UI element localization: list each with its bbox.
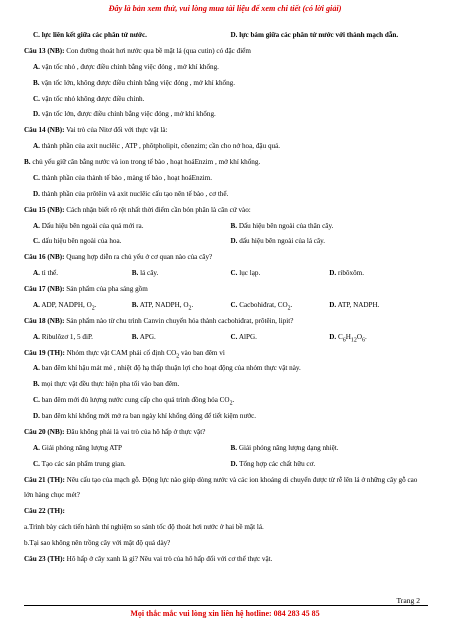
answer-row: A. ADP, NADPH, $O_2$. B. ATP, NADPH, $O_2$. C. Cacbohiđrat, $CO_2$. D. ATP, NADPH. [33, 300, 380, 312]
answer-row: A. Giải phóng năng lượng ATP B. Giải phóng năng lượng dạng nhiệt. [33, 443, 339, 452]
answer-option: A. ban đêm khí hậu mát mẻ , nhiệt độ hạ thấp thuận lợi cho hoạt động của nhóm thực vật này. [33, 364, 301, 373]
answer-option: D. ban đêm khí khổng mới mở ra ban ngày khí khổng đóng để tiết kiệm nước. [33, 412, 257, 420]
question-19: Câu 19 (TH): Nhóm thực vật CAM phải cố định $CO_2$ vào ban đêm vì [24, 348, 225, 359]
answer-row: C. dấu hiệu bên ngoài của hoa. D. dấu hiệu bên ngoài của lá cây. [33, 237, 326, 246]
question-15: Câu 15 (NB): Cách nhận biết rõ rệt nhất thời điểm cần bón phân là căn cứ vào: [24, 205, 251, 214]
answer-option: B. mọi thực vật đều thực hiện pha tối vào ban đêm. [33, 380, 180, 389]
answer-option: D. thành phần của prôtêin và axit nuclêic cấu tạo nên tế bào , cơ thể. [33, 189, 229, 198]
answer-option: B. chủ yếu giữ cân bằng nước và ion trong tế bào , hoạt hoáEnzim , mở khí khổng. [24, 158, 261, 166]
answer-row: A. Dấu hiệu bên ngoài của quả mới ra. B. Dấu hiệu bên ngoài của thân cây. [33, 221, 334, 230]
answer-option: C. vận tốc nhỏ không được điều chỉnh. [33, 94, 145, 103]
footer-hotline: Mọi thắc mắc vui lòng xin liên hệ hotline: 084 283 45 85 [130, 609, 320, 618]
question-21: Câu 21 (TH): Nêu cấu tạo của mạch gỗ. Động lực nào giúp dòng nước và các ion khoáng di chuyển được từ rễ lên lá ở những cây gỗ cao lớn hàng chục mét? [24, 475, 418, 500]
answer-option: D. lực bám giữa các phân tử nước với thành mạch dẫn. [230, 31, 399, 39]
answer-row: C. Tạo các sản phẩm trung gian. D. Tổng hợp các chất hữu cơ. [33, 459, 316, 468]
answer-option: C. lực liên kết giữa các phân tử nước. [33, 31, 147, 39]
question-22: Câu 22 (TH): [24, 507, 65, 516]
question-14: Câu 14 (NB): Vai trò của Nitơ đối với thực vật là: [24, 126, 168, 135]
question-list [24, 28, 428, 568]
answer-row: A. Ribulôzơ 1, 5 điP. B. APG. C. AlPG. D. $C_6H_{12}O_6$. [33, 332, 367, 344]
answer-option: B. vận tốc lớn, không được điều chỉnh bằng việc đóng , mở khí khổng. [33, 78, 236, 87]
answer-row: A. tì thể. B. lá cây. C. lục lạp. D. ribôxôm. [33, 269, 364, 278]
question-22-part-b: b.Tại sao không nên trồng cây với mật độ quá dày? [24, 539, 171, 547]
answer-option: D. vận tốc lớn, được điều chỉnh bằng việc đóng , mở khí khổng. [33, 110, 216, 119]
answer-option: C. thành phần của thành tế bào , màng tế bào , hoạt hoáEnzim. [33, 173, 213, 182]
question-17: Câu 17 (NB): Sản phẩm của pha sáng gồm [24, 285, 148, 293]
question-18: Câu 18 (NB): Sản phẩm nào từ chu trình Canvin chuyển hóa thành cacbohiđrat, prôtêin, lipit? [24, 316, 294, 325]
question-23: Câu 23 (TH): Hô hấp ở cây xanh là gì? Nêu vai trò của hô hấp đối với cơ thể thực vật. [24, 554, 273, 563]
header-notice: Đây là bản xem thử, vui lòng mua tài liệu để xem chi tiết (có lời giải) [108, 4, 342, 13]
answer-option: A. thành phần của axit nuclêic , ATP , phôtpholipit, côenzim; cần cho nở hoa, đậu quả. [33, 142, 281, 151]
answer-row [24, 28, 428, 44]
answer-option: C. ban đêm mới đủ lượng nước cung cấp cho quá trình đồng hóa $CO_2$. [33, 396, 235, 407]
question-16: Câu 16 (NB): Quang hợp diễn ra chủ yếu ở cơ quan nào của cây? [24, 253, 213, 262]
answer-option: A. vận tốc nhỏ , được điều chỉnh bằng việc đóng , mở khí khổng. [33, 62, 219, 71]
question-13: Câu 13 (NB): Con đường thoát hơi nước qua bề mặt lá (qua cutin) có đặc điểm [24, 46, 251, 55]
question-22-part-a: a.Trình bày cách tiến hành thí nghiệm so sánh tốc độ thoát hơi nước ở hai bề mặt lá. [24, 523, 264, 532]
question-20: Câu 20 (NB): Đâu không phải là vai trò của hô hấp ở thực vật? [24, 427, 206, 436]
footer-divider [24, 605, 428, 606]
page-number: Trang 2 [396, 596, 420, 605]
